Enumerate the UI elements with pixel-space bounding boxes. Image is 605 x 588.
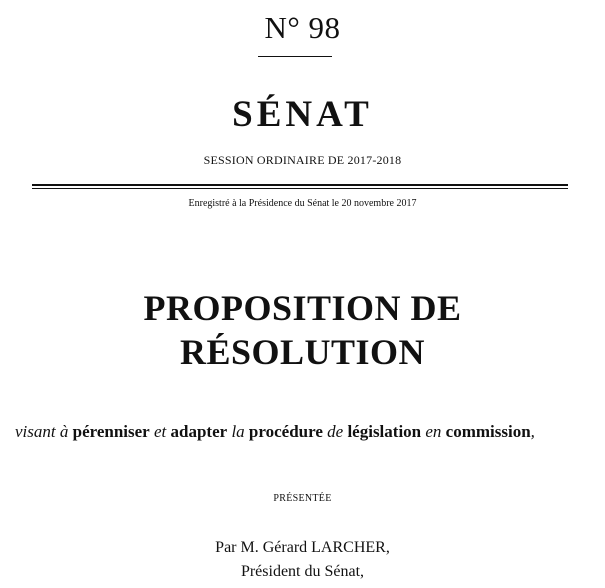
subject-word: à xyxy=(59,422,69,441)
header-divider xyxy=(32,184,568,189)
title-line-1: PROPOSITION DE xyxy=(143,288,462,328)
registration-date: Enregistré à la Présidence du Sénat le 20 novembre 2017 xyxy=(188,198,417,209)
subject-word: législation xyxy=(347,422,422,441)
subject-word: commission xyxy=(445,422,531,441)
subject-word: pérenniser xyxy=(72,422,150,441)
session-label: SESSION ORDINAIRE DE 2017-2018 xyxy=(203,153,402,167)
subject-word: adapter xyxy=(170,422,228,441)
subject-word: visant xyxy=(15,422,56,441)
subject-word: la xyxy=(231,422,245,441)
document-number: N° 98 xyxy=(264,10,341,45)
number-underline xyxy=(258,56,332,57)
presented-label: PRÉSENTÉE xyxy=(273,493,332,504)
subject-word: en xyxy=(425,422,442,441)
subject-punctuation: , xyxy=(530,422,535,441)
author-role: Président du Sénat, xyxy=(240,563,365,580)
resolution-subject xyxy=(15,421,583,443)
author-name: Par M. Gérard LARCHER, xyxy=(215,539,390,556)
author-block xyxy=(0,536,605,584)
document-title xyxy=(0,286,605,374)
subject-word: de xyxy=(327,422,344,441)
chamber-name: SÉNAT xyxy=(232,94,373,135)
subject-word: procédure xyxy=(248,422,323,441)
subject-word: et xyxy=(153,422,167,441)
title-line-2: RÉSOLUTION xyxy=(179,332,426,372)
